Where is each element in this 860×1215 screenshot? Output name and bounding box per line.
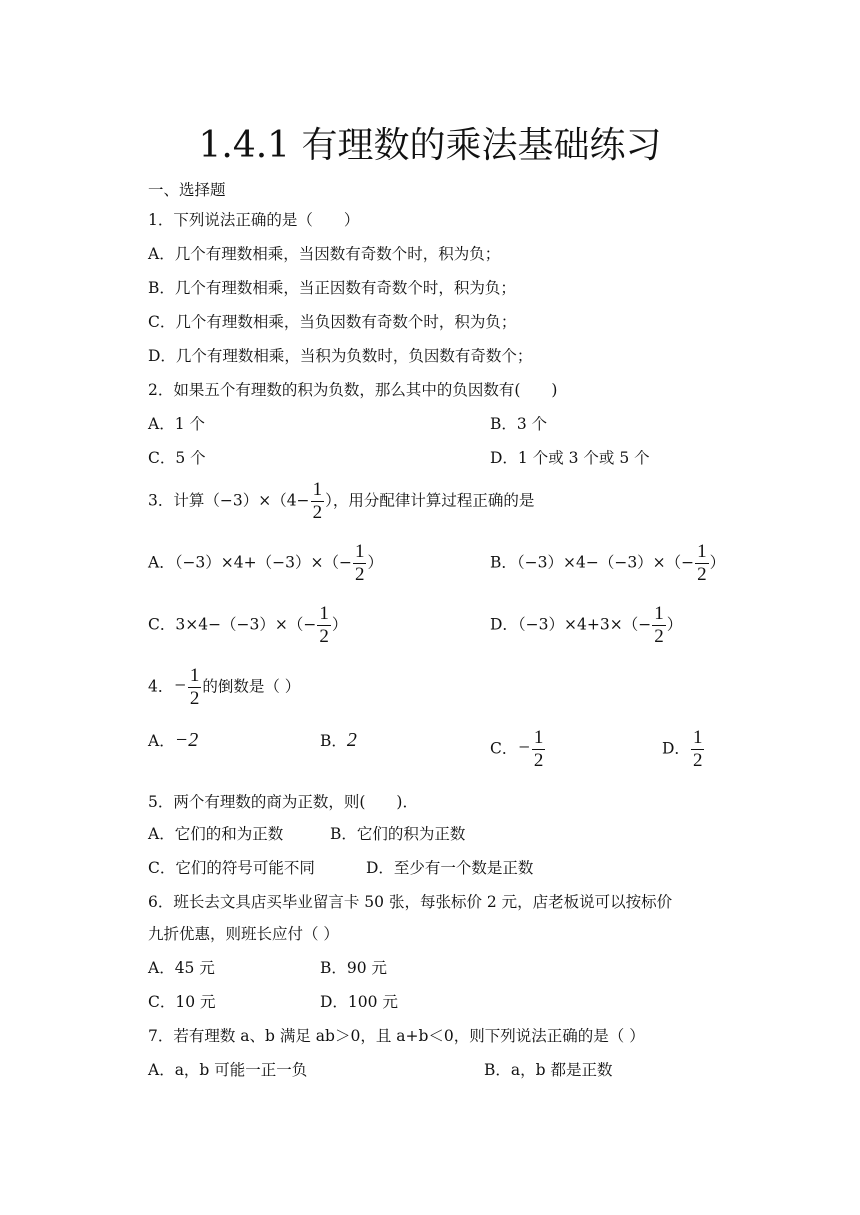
close-paren: ）	[709, 553, 726, 572]
fraction-one-half	[695, 542, 709, 585]
q2-option-d: D．1 个或 3 个或 5 个	[490, 449, 650, 467]
q6-option-b: B．90 元	[320, 959, 388, 977]
fraction-numerator: 1	[312, 479, 323, 500]
q1-option-b: B．几个有理数相乘，当正因数有奇数个时，积为负；	[148, 279, 516, 297]
fraction-denominator: 2	[654, 626, 664, 647]
fraction-numerator: 1	[319, 603, 329, 624]
q7-option-b: B．a，b 都是正数	[484, 1061, 613, 1079]
q5-stem: 5．两个有理数的商为正数，则( )．	[148, 793, 418, 811]
q4-option-b-value: 2	[346, 729, 357, 751]
q2-option-c: C．5 个	[148, 449, 206, 467]
close-paren: ）	[367, 553, 383, 572]
fraction-numerator: 1	[692, 727, 703, 748]
q5-option-b: B．它们的积为正数	[330, 825, 466, 843]
q3-option-b	[490, 542, 725, 585]
q6-stem-line2: 九折优惠，则班长应付（ ）	[148, 925, 339, 943]
q4-number: 4．	[148, 677, 174, 696]
close-paren: ）	[331, 615, 348, 634]
q3-option-a	[148, 542, 383, 585]
fraction-numerator: 1	[533, 727, 544, 748]
q3-option-a-text: A．（−3）×4+（−3）×（−	[148, 553, 352, 572]
fraction-denominator: 2	[189, 688, 200, 709]
q7-option-a: A．a，b 可能一正一负	[148, 1061, 308, 1079]
q1-option-c: C．几个有理数相乘，当负因数有奇数个时，积为负；	[148, 313, 517, 331]
fraction-denominator: 2	[354, 564, 365, 585]
q4-stem-post: 的倒数是（ ）	[202, 677, 301, 696]
q3-stem	[148, 480, 534, 523]
fraction-one-half	[532, 728, 546, 771]
fraction-denominator: 2	[697, 564, 707, 585]
q7-stem: 7．若有理数 a、b 满足 ab＞0，且 a+b＜0，则下列说法正确的是（ ）	[148, 1027, 645, 1045]
q6-stem-line1: 6．班长去文具店买毕业留言卡 50 张，每张标价 2 元，店老板说可以按标价	[148, 893, 673, 911]
q5-option-d: D．至少有一个数是正数	[366, 859, 534, 877]
q2-option-a: A．1 个	[148, 415, 205, 433]
q2-stem: 2．如果五个有理数的积为负数，那么其中的负因数有( )	[148, 381, 558, 399]
q4-option-b-label: B．	[320, 732, 347, 750]
q4-option-d	[662, 728, 705, 771]
fraction-denominator: 2	[533, 750, 544, 771]
minus-sign: −	[517, 736, 531, 759]
section-heading: 一、选择题	[148, 181, 226, 199]
fraction-one-half	[317, 604, 331, 647]
q5-option-a: A．它们的和为正数	[148, 825, 284, 843]
q2-option-b: B．3 个	[490, 415, 548, 433]
q4-option-a-value: −2	[174, 729, 199, 751]
fraction-denominator: 2	[692, 750, 703, 771]
q4-option-a	[148, 728, 198, 753]
q3-option-c	[148, 604, 347, 647]
minus-sign: −	[173, 674, 187, 697]
q3-stem-pre: 3．计算（−3）×（4−	[148, 491, 310, 510]
fraction-numerator: 1	[697, 541, 707, 562]
fraction-one-half	[188, 666, 202, 709]
q6-option-d: D．100 元	[320, 993, 398, 1011]
fraction-numerator: 1	[189, 665, 200, 686]
q3-option-d-text: D．（−3）×4+3×（−	[490, 615, 652, 634]
q4-option-a-label: A．	[148, 732, 175, 750]
q3-option-d	[490, 604, 682, 647]
q4-option-c-label: C．	[490, 739, 518, 758]
q3-option-c-text: C．3×4−（−3）×（−	[148, 615, 317, 634]
fraction-numerator: 1	[354, 541, 365, 562]
q4-option-d-label: D．	[662, 739, 690, 758]
q6-option-c: C．10 元	[148, 993, 216, 1011]
page-title: 1.4.1 有理数的乘法基础练习	[198, 125, 662, 166]
fraction-one-half	[652, 604, 666, 647]
q1-option-d: D．几个有理数相乘，当积为负数时，负因数有奇数个；	[148, 347, 533, 365]
q4-option-b	[320, 728, 357, 753]
fraction-one-half	[311, 480, 325, 523]
q4-option-c	[490, 728, 546, 771]
fraction-one-half	[353, 542, 367, 585]
q3-stem-post: ），用分配律计算过程正确的是	[325, 491, 535, 510]
q4-stem	[148, 666, 300, 709]
q5-option-c: C．它们的符号可能不同	[148, 859, 315, 877]
q1-option-a: A．几个有理数相乘，当因数有奇数个时，积为负；	[148, 245, 501, 263]
fraction-one-half	[691, 728, 705, 771]
q6-option-a: A．45 元	[148, 959, 215, 977]
fraction-numerator: 1	[654, 603, 664, 624]
fraction-denominator: 2	[312, 502, 323, 523]
fraction-denominator: 2	[319, 626, 329, 647]
q1-stem: 1．下列说法正确的是（ ）	[148, 211, 360, 229]
close-paren: ）	[666, 615, 683, 634]
q3-option-b-text: B．（−3）×4−（−3）×（−	[490, 553, 695, 572]
